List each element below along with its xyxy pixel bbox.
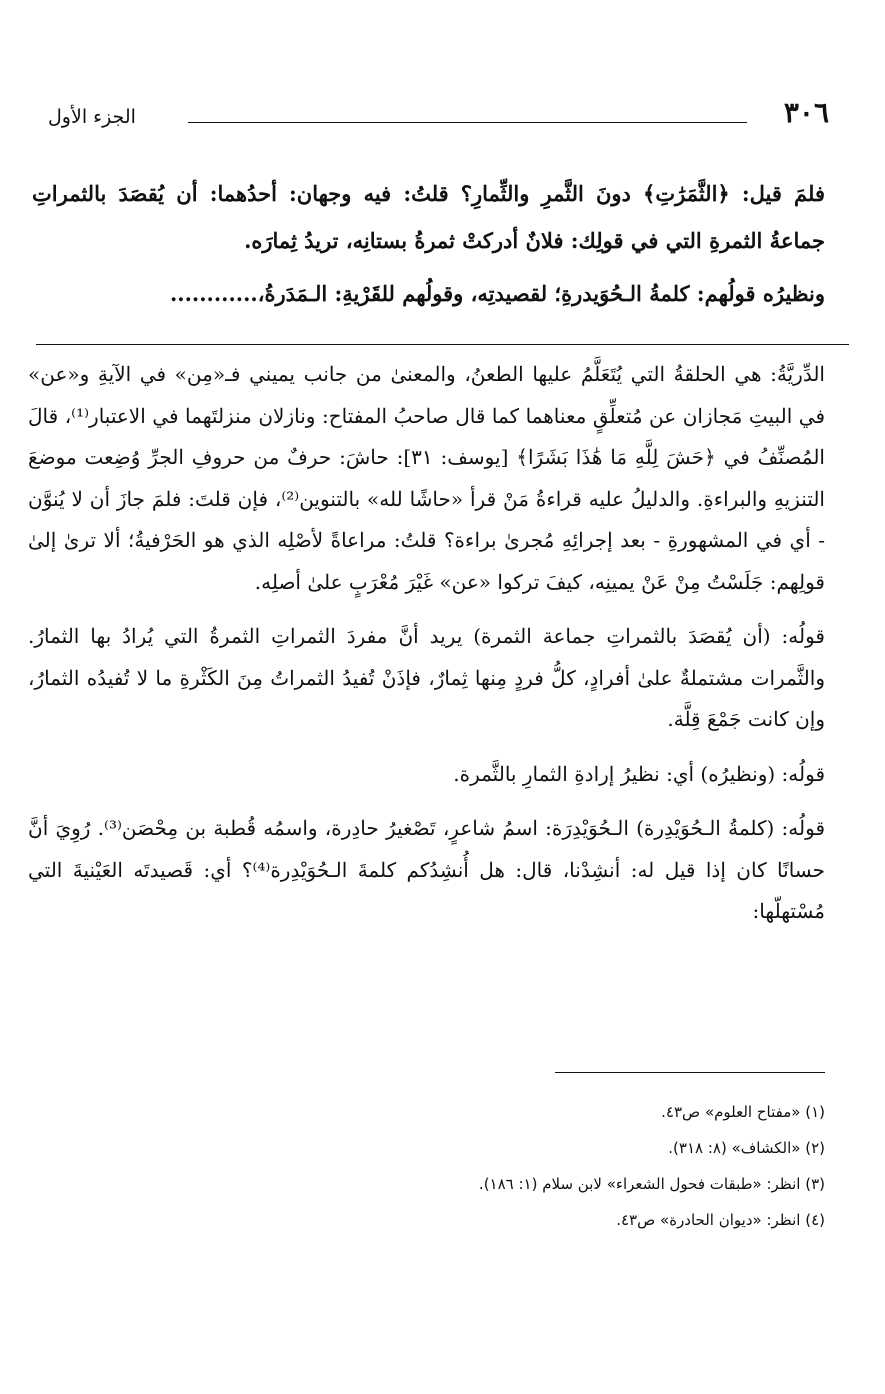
footnotes — [100, 1094, 825, 1238]
commentary-paragraph-2: قولُه: (أن يُقصَدَ بالثمراتِ جماعة الثمرة) يريد أنَّ مفردَ الثمراتِ الثمرةُ التي يُرادُ بها الثمارُ. والثَّمرات مشتملةٌ علىٰ أفرادٍ، كلُّ فردٍ مِنها ثِمارٌ، فإذَنْ تُفيدُ الثمراتُ مِنَ الكَثْرةِ ما لا تُفيدُه الثمارُ، وإن كانت جَمْعَ قِلَّة. — [28, 624, 825, 731]
commentary-paragraph-3: قولُه: (ونظيرُه) أي: نظيرُ إرادةِ الثمارِ بالثَّمرة. — [453, 761, 825, 786]
main-paragraph-2: ونظيرُه قولُهم: كلمةُ الـحُوَيدرةِ؛ لقصيدتِه، وقولُهم للقَرْيةِ: الـمَدَرةُ،............ — [169, 281, 825, 306]
main-text — [32, 170, 825, 323]
main-paragraph-1: فلمَ قيل: ﴿الثَّمَرَٰتِ﴾ دونَ الثَّمرِ والثِّمارِ؟ قلتُ: فيه وجهان: أحدُهما: أن يُقصَدَ بالثمراتِ جماعةُ الثمرةِ التي في قولِك: فلانٌ أدركتْ ثمرةُ بستانِه، تريدُ ثِمارَه. — [32, 181, 825, 253]
header-rule — [188, 122, 747, 123]
section-divider — [36, 344, 849, 345]
part-title: الجزء الأول — [48, 106, 136, 128]
commentary — [28, 354, 825, 946]
page-number: ٣٠٦ — [783, 96, 829, 129]
footnote-2: (٢) «الكشاف» (٨: ٣١٨). — [668, 1139, 825, 1157]
commentary-paragraph-4: قولُه: (كلمةُ الـحُوَيْدِرة) الـحُوَيْدِرَة: اسمُ شاعرٍ، تَصْغيرُ حادِرة، واسمُه قُطبة بن مِحْصَن⁽³⁾. رُوِيَ أنَّ حسانًا كان إذا قيل له: أنشِدْنا، قال: هل أُنشِدُكم كلمةَ الـحُوَيْدِرة⁽⁴⁾؟ أي: قَصيدتَه العَيْنيةَ التي مُسْتهلّها: — [28, 816, 826, 923]
commentary-paragraph-1: الدِّريَّةُ: هي الحلقةُ التي يُتَعَلَّمُ عليها الطعنُ، والمعنىٰ من جانب يميني فـ«مِن» في الآيةِ و«عن» في البيتِ مَجازان عن مُتعلِّقٍ معناهما كما قال صاحبُ المفتاح: ونازلان منزلتَهما في الاعتبار⁽¹⁾، قالَ المُصنِّفُ في ﴿حَشَ لِلَّهِ مَا هَٰذَا بَشَرًا﴾ [يوسف: ٣١]: حاشَ: حرفٌ من حروفِ الجرِّ وُضِعت موضعَ التنزيهِ والبراءةِ. والدليلُ عليه قراءةُ مَنْ قرأ «حاشًا لله» بالتنوين⁽²⁾، فإن قلتَ: فلمَ جازَ أن لا يُنوَّن - أي في المشهورةِ - بعد إجرائِهِ مُجرىٰ براءة؟ قلتُ: مراعاةً لأصْلِه الذي هو الحَرْفيةُ؛ ألا ترىٰ إلىٰ قولِهم: جَلَسْتُ مِنْ عَنْ يمينِه، كيفَ تركوا «عن» غَيْرَ مُعْرَبٍ علىٰ أصلِه. — [28, 362, 826, 594]
page-header — [36, 92, 849, 140]
footnote-divider — [555, 1072, 825, 1073]
footnote-3: (٣) انظر: «طبقات فحول الشعراء» لابن سلام (١: ١٨٦). — [478, 1175, 825, 1193]
footnote-1: (١) «مفتاح العلوم» ص٤٣. — [661, 1103, 825, 1121]
footnote-4: (٤) انظر: «ديوان الحادرة» ص٤٣. — [616, 1211, 825, 1229]
